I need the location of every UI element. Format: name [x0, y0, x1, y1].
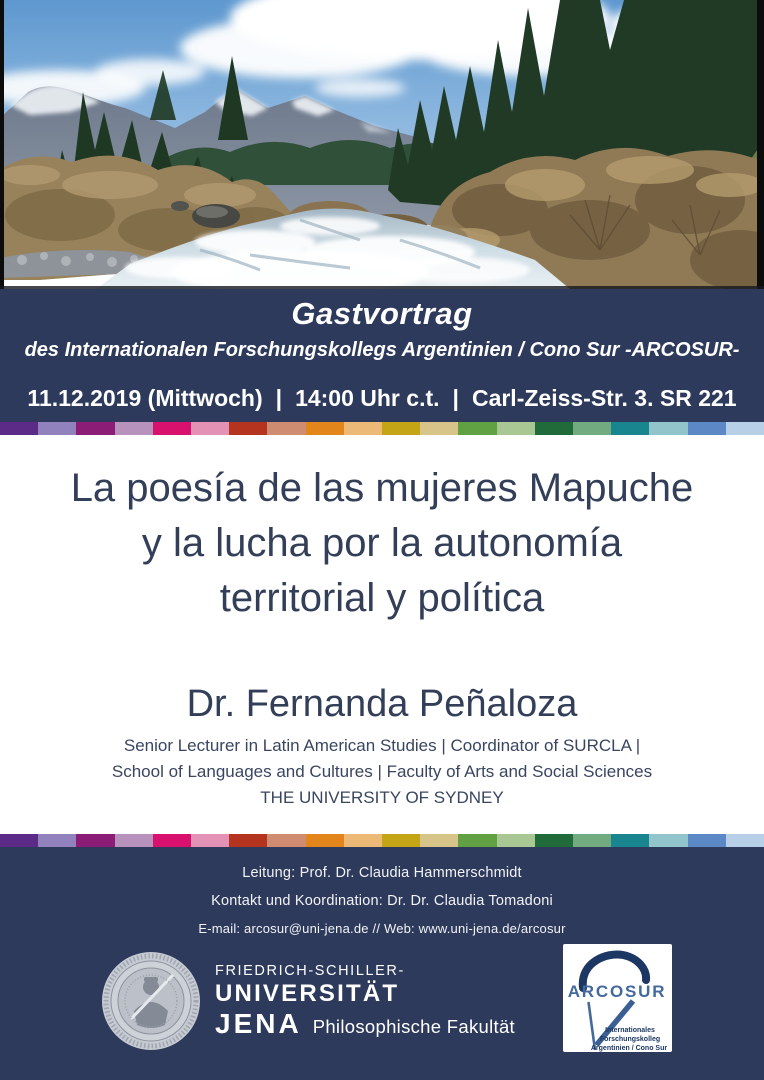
talk-title-line2: y la lucha por la autonomía: [141, 521, 623, 565]
rainbow-segment: [153, 422, 191, 435]
rainbow-segment: [535, 834, 573, 847]
event-time: 14:00 Uhr c.t.: [295, 385, 440, 411]
arcosur-logo: [563, 944, 672, 1052]
rainbow-segment: [153, 834, 191, 847]
separator: |: [452, 385, 459, 411]
rainbow-segment: [76, 422, 114, 435]
event-location: Carl-Zeiss-Str. 3. SR 221: [471, 385, 737, 411]
rainbow-segment: [573, 834, 611, 847]
rainbow-segment: [76, 834, 114, 847]
rainbow-segment: [649, 422, 687, 435]
main-section: [0, 435, 764, 834]
rainbow-segment: [38, 834, 76, 847]
rainbow-segment: [420, 422, 458, 435]
rainbow-segment: [497, 422, 535, 435]
talk-title: [0, 435, 764, 626]
leitung-line: Leitung: Prof. Dr. Claudia Hammerschmidt: [242, 865, 522, 881]
rainbow-segment: [420, 834, 458, 847]
arcosur-sub-line1: Internationales: [605, 1027, 655, 1034]
rainbow-segment: [458, 834, 496, 847]
rainbow-segment: [0, 834, 38, 847]
jena-wordmark: [215, 962, 515, 1040]
speaker-role-line2: School of Languages and Cultures | Faculty of Arts and Social Sciences: [111, 762, 653, 781]
rainbow-segment: [229, 422, 267, 435]
rainbow-segment: [726, 422, 764, 435]
event-type-heading: Gastvortrag: [291, 296, 473, 331]
speaker-institution: THE UNIVERSITY OF SYDNEY: [260, 788, 504, 807]
talk-title-line1: La poesía de las mujeres Mapuche: [70, 466, 694, 510]
rainbow-segment: [115, 834, 153, 847]
event-organizer: des Internationalen Forschungskollegs Argentinien / Cono Sur -ARCOSUR-: [24, 339, 740, 361]
event-when-line: [0, 385, 764, 412]
rainbow-segment: [267, 834, 305, 847]
rainbow-segment: [344, 834, 382, 847]
rainbow-segment: [649, 834, 687, 847]
speaker-roles: [0, 733, 764, 811]
rainbow-segment: [611, 422, 649, 435]
speaker-name: Dr. Fernanda Peñaloza: [186, 683, 578, 725]
talk-title-line3: territorial y política: [219, 576, 545, 620]
contact-line: E-mail: arcosur@uni-jena.de // Web: www.uni-jena.de/arcosur: [198, 921, 566, 936]
rainbow-segment: [382, 834, 420, 847]
rainbow-segment: [497, 834, 535, 847]
arcosur-logo-graphic: [563, 944, 672, 1052]
rainbow-segment: [267, 422, 305, 435]
rainbow-strip-bottom: [0, 834, 764, 847]
rainbow-segment: [458, 422, 496, 435]
rainbow-segment: [611, 834, 649, 847]
separator: |: [275, 385, 283, 411]
jena-wordmark-line1: FRIEDRICH-SCHILLER-: [215, 963, 405, 979]
arcosur-wordmark: ARCOSUR: [567, 982, 667, 1001]
arcosur-sub-line2: Forschungskolleg: [599, 1036, 661, 1043]
jena-wordmark-line2: UNIVERSITÄT: [215, 980, 400, 1007]
rainbow-segment: [191, 834, 229, 847]
river-landscape-illustration: [0, 0, 764, 289]
rainbow-segment: [688, 422, 726, 435]
rainbow-segment: [573, 422, 611, 435]
footer-band: [0, 847, 764, 1080]
photo-edge-left: [0, 0, 4, 289]
header-band: [0, 289, 764, 422]
jena-faculty-label: Philosophische Fakultät: [312, 1016, 515, 1037]
rainbow-segment: [191, 422, 229, 435]
rainbow-strip-top: [0, 422, 764, 435]
rainbow-segment: [382, 422, 420, 435]
rainbow-segment: [115, 422, 153, 435]
rainbow-segment: [344, 422, 382, 435]
rainbow-segment: [726, 834, 764, 847]
rainbow-segment: [306, 422, 344, 435]
arcosur-sub-line3: Argentinien / Cono Sur: [590, 1045, 668, 1052]
rainbow-segment: [38, 422, 76, 435]
jena-wordmark-line3: JENA: [215, 1008, 302, 1039]
photo-edge-right: [757, 0, 764, 289]
event-date: 11.12.2019 (Mittwoch): [27, 385, 263, 411]
photo-edge-bottom: [0, 286, 764, 289]
rainbow-segment: [0, 422, 38, 435]
rainbow-segment: [306, 834, 344, 847]
rainbow-segment: [229, 834, 267, 847]
rainbow-segment: [688, 834, 726, 847]
jena-university-seal-icon: [101, 951, 201, 1051]
kontakt-line: Kontakt und Koordination: Dr. Dr. Claudia Tomadoni: [211, 893, 553, 909]
jena-university-logo: [101, 951, 515, 1051]
rainbow-segment: [535, 422, 573, 435]
landscape-photo: [0, 0, 764, 289]
speaker-role-line1: Senior Lecturer in Latin American Studies | Coordinator of SURCLA |: [123, 736, 641, 755]
